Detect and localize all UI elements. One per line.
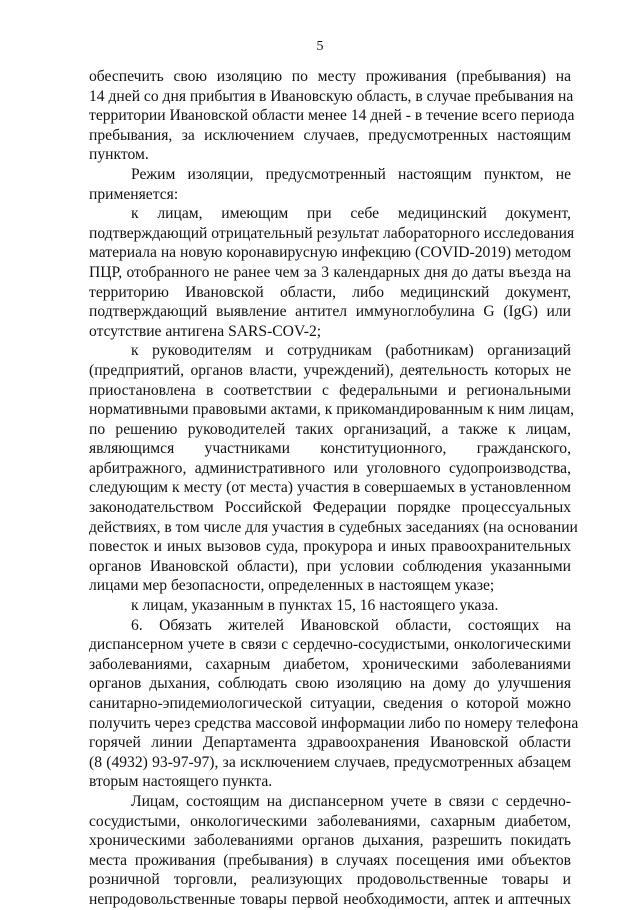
text-line: горячей линии Департамента здравоохранения Ивановской области	[89, 734, 571, 752]
text-line: вторым настоящего пункта.	[89, 773, 273, 791]
text-line: заболеваниями, сахарным диабетом, хроническими заболеваниями	[89, 655, 571, 673]
text-line: приостановлена в соответствии с федеральными и региональными	[89, 381, 571, 399]
text-line: органов дыхания, соблюдать свою изоляцию на дому до улучшения	[89, 675, 571, 693]
text-line: являющимся участниками конституционного, гражданского,	[89, 440, 571, 458]
document-body	[89, 67, 579, 910]
text-line: подтверждающий выявление антител иммуноглобулина G (IgG) или	[89, 303, 571, 321]
text-line: к лицам, указанным в пунктах 15, 16 настоящего указа.	[131, 597, 499, 615]
text-line: нормативными правовыми актами, к прикомандированным к ним лицам,	[89, 401, 574, 419]
page-number: 5	[316, 39, 324, 54]
text-line: получить через средства массовой информации либо по номеру телефона	[89, 714, 579, 732]
text-line: территории Ивановской области менее 14 дней - в течение всего периода	[89, 107, 575, 125]
text-line: повесток и иных вызовов суда, прокурора и иных правоохранительных	[89, 538, 571, 556]
text-line: применяется:	[89, 185, 179, 203]
text-line: пребывания, за исключением случаев, предусмотренных настоящим	[89, 126, 571, 144]
text-line: органов Ивановской области), при условии соблюдения указанными	[89, 557, 571, 575]
text-line: арбитражного, административного или уголовного судопроизводства,	[89, 459, 571, 477]
text-line: места проживания (пребывания) в случаях посещения ими объектов	[89, 851, 571, 869]
text-line: непродовольственные товары первой необходимости, аптек и аптечных	[89, 890, 571, 908]
text-line: отсутствие антигена SARS-COV-2;	[89, 322, 322, 340]
text-line: к руководителям и сотрудникам (работникам) организаций	[131, 342, 571, 360]
text-line: лицами мер безопасности, определенных в настоящем указе;	[89, 577, 495, 595]
text-line: (8 (4932) 93-97-97), за исключением случаев, предусмотренных абзацем	[89, 753, 571, 771]
text-line: сосудистыми, онкологическими заболеваниями, сахарным диабетом,	[89, 812, 571, 830]
text-line: санитарно-эпидемиологической ситуации, сведения о которой можно	[89, 695, 571, 712]
text-line: к лицам, имеющим при себе медицинский документ,	[131, 205, 571, 223]
text-line: следующим к месту (от места) участия в совершаемых в установленном	[89, 479, 571, 497]
text-line: материала на новую коронавирусную инфекцию (COVID-2019) методом	[89, 244, 572, 262]
text-line: диспансерном учете в связи с сердечно-сосудистыми, онкологическими	[89, 636, 571, 654]
text-line: (предприятий, органов власти, учреждений), деятельность которых не	[89, 361, 571, 379]
text-line: действиях, в том числе для участия в судебных заседаниях (на основании	[89, 518, 578, 536]
text-line: пунктом.	[89, 146, 149, 164]
text-line: территорию Ивановской области, либо медицинский документ,	[89, 283, 571, 301]
text-line: Лицам, состоящим на диспансерном учете в связи с сердечно-	[131, 792, 571, 810]
text-line: по решению руководителей таких организаций, а также к лицам,	[89, 420, 571, 438]
text-line: подтверждающий отрицательный результат лабораторного исследования	[89, 224, 575, 242]
text-line: 6. Обязать жителей Ивановской области, состоящих на	[131, 616, 571, 634]
text-line: обеспечить свою изоляцию по месту проживания (пребывания) на	[89, 68, 571, 85]
text-line: Режим изоляции, предусмотренный настоящим пунктом, не	[131, 165, 571, 183]
text-line: хроническими заболеваниями органов дыхания, разрешить покидать	[89, 832, 571, 850]
text-line: розничной торговли, реализующих продовольственные товары и	[89, 871, 571, 889]
text-line: ПЦР, отобранного не ранее чем за 3 календарных дня до даты въезда на	[89, 263, 571, 281]
text-line: 14 дней со дня прибытия в Ивановскую область, в случае пребывания на	[89, 87, 574, 105]
text-line: законодательством Российской Федерации порядке процессуальных	[89, 499, 571, 517]
